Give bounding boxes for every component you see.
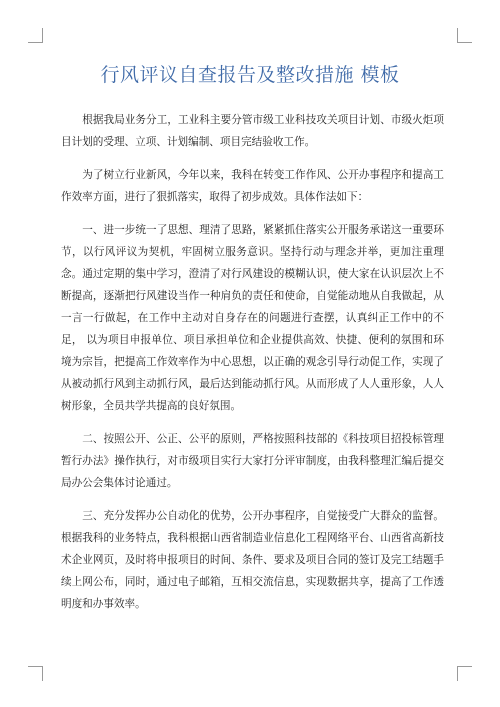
paragraph-item-2: 二、按照公开、公正、公平的原则，严格按照科技部的《科技项目招投标管理暂行办法》操作执行，对市级项目实行大家打分评审制度，由我科整理汇编后提交局办公会集体讨论通过。: [61, 433, 444, 489]
paragraph-item-1: 一、进一步统一了思想、理清了思路，紧紧抓住落实公开服务承诺这一重要环节，以行风评议为契机，牢固树立服务意识。坚持行动与理念并举，更加注重理念。通过定期的集中学习，澄清了对行风建设的模糊认识，使大家在认识层次上不断提高，逐渐把行风建设当作一种肩负的责任和使命，自觉能动地从自我做起，从一言一行做起，在工作中主动对自身存在的问题进行查摆，认真纠正工作中的不足， 以为项目申报单位、项目承担单位和企业提供高效、快捷、便利的氛围和环境为宗旨，把提高工作效率作为中心思想，以正确的观念引导行动促工作，实现了从被动抓行风到主动抓行风，最后达到能动抓行风。从而形成了人人重形象，人人树形象，全员共学共提高的良好氛围。: [61, 224, 444, 412]
crop-mark-top-left: [28, 28, 43, 43]
paragraph-summary: 为了树立行业新风，今年以来，我科在转变工作作风、公开办事程序和提高工作效率方面，进行了狠抓落实，取得了初步成效。具体作法如下：: [61, 169, 444, 203]
crop-mark-bottom-right: [457, 666, 472, 681]
paragraph-item-3: 三、充分发挥办公自动化的优势，公开办事程序，自觉接受广大群众的监督。根据我科的业务特点，我科根据山西省制造业信息化工程网络平台、山西省高新技术企业网页，及时将申报项目的时间、条件、要求及项目合同的签订及完工结题手续上网公布，同时，通过电子邮箱，互相交流信息，实现数据共享，提高了工作透明度和办事效率。: [61, 510, 444, 610]
crop-mark-top-right: [457, 28, 472, 43]
crop-mark-bottom-left: [28, 666, 43, 681]
document-title: 行风评议自查报告及整改措施 模板: [100, 64, 400, 86]
document-body: [61, 109, 444, 626]
paragraph-intro: 根据我局业务分工，工业科主要分管市级工业科技攻关项目计划、市级火炬项目计划的受理、立项、计划编制、项目完结验收工作。: [61, 114, 444, 148]
